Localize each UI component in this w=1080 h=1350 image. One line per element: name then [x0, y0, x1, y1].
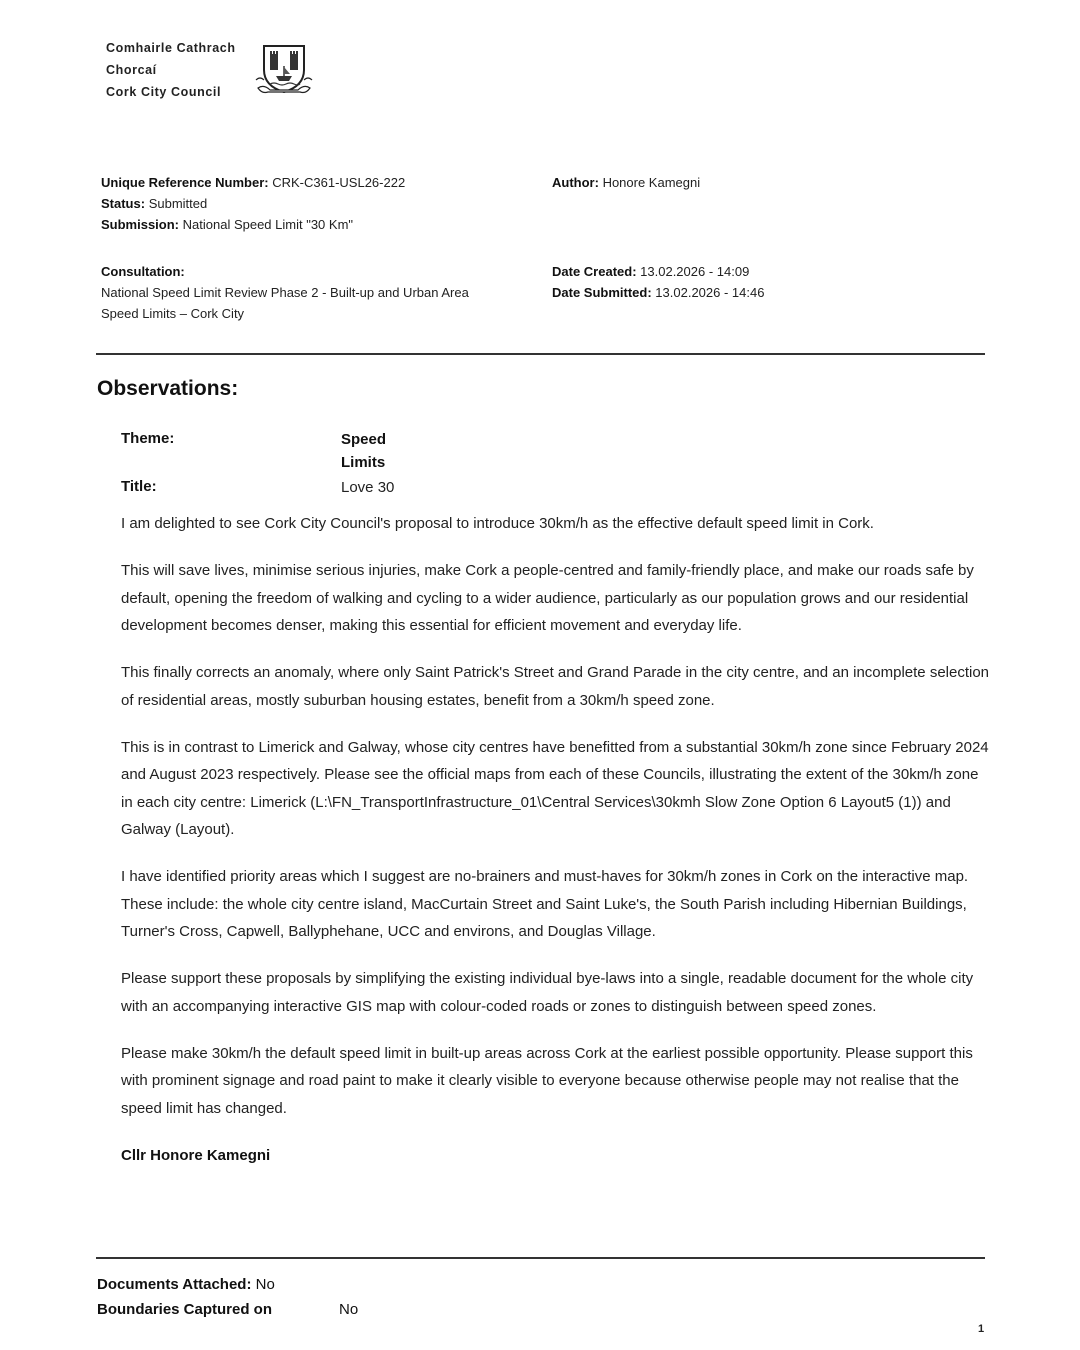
paragraph: This finally corrects an anomaly, where only Saint Patrick's Street and Grand Parade in the city centre, and an incomplete selection of residential areas, mostly suburban housing estates, benefit from a 30km/h speed zone.	[121, 664, 990, 709]
date-submitted-label: Date Submitted:	[552, 285, 652, 300]
paragraph: This will save lives, minimise serious injuries, make Cork a people-centred and family-friendly place, and make our roads safe by default, opening the freedom of walking and cycling to a wider audience, particularly as our population grows and our residential development becomes denser, making this essential for efficient movement and everyday life.	[121, 562, 974, 634]
author-value: Honore Kamegni	[602, 175, 701, 190]
theme-value-line1: Speed	[341, 431, 387, 448]
author-label: Author:	[552, 175, 599, 190]
city-crest-icon	[254, 40, 314, 100]
urn-value: CRK-C361-USL26-222	[272, 175, 406, 190]
paragraph: Please support these proposals by simplifying the existing individual bye-laws into a single, readable document for the whole city with an accompanying interactive GIS map with colour-coded roads or zones to distinguish between speed zones.	[121, 970, 974, 1015]
submission-label: Submission:	[101, 217, 180, 232]
consultation-value-line2: Speed Limits – Cork City	[101, 306, 245, 321]
urn-row	[101, 172, 405, 193]
consultation-label: Consultation:	[101, 264, 185, 279]
boundaries-captured-value: No	[339, 1301, 359, 1318]
observations-heading: Observations:	[97, 377, 239, 400]
theme-value	[341, 428, 411, 474]
signature: Cllr Honore Kamegni	[121, 1146, 271, 1164]
date-created-value: 13.02.2026 - 14:09	[640, 264, 750, 279]
status-label: Status:	[101, 196, 146, 211]
date-submitted-row	[552, 282, 764, 303]
divider	[96, 1257, 985, 1259]
divider	[96, 353, 985, 355]
status-value: Submitted	[148, 196, 208, 211]
consultation-value-line1: National Speed Limit Review Phase 2 - Built-up and Urban Area	[101, 285, 469, 300]
paragraph: I am delighted to see Cork City Council's proposal to introduce 30km/h as the effective default speed limit in Cork.	[121, 515, 874, 532]
boundaries-captured-label: Boundaries Captured on	[97, 1301, 273, 1318]
date-submitted-value: 13.02.2026 - 14:46	[655, 285, 765, 300]
dates-meta	[552, 261, 764, 303]
consultation-meta	[101, 261, 531, 324]
documents-attached-label: Documents Attached:	[97, 1276, 252, 1293]
date-created-row	[552, 261, 764, 282]
author-meta	[552, 172, 700, 193]
council-name-english: Cork City Council	[106, 85, 222, 99]
title-label: Title:	[121, 478, 157, 495]
paragraph: Please make 30km/h the default speed limit in built-up areas across Cork at the earliest possible opportunity. Please support this with prominent signage and road paint to make it clearly visible to everyone because otherwise people may not realise that the speed limit has changed.	[121, 1044, 973, 1117]
submission-row	[101, 214, 405, 235]
submission-meta	[101, 172, 405, 235]
observation-body	[121, 510, 991, 1189]
documents-attached-value: No	[255, 1276, 275, 1293]
urn-label: Unique Reference Number:	[101, 175, 269, 190]
paragraph: I have identified priority areas which I suggest are no-brainers and must-haves for 30km/h zones in Cork on the interactive map. These include: the whole city centre island, MacCurtain Street and Saint Luke's, the South Parish including Hibernian Buildings, Turner's Cross, Capwell, Ballyphehane, UCC and environs, and Douglas Village.	[121, 868, 969, 940]
council-name	[106, 37, 236, 103]
theme-label: Theme:	[121, 430, 175, 447]
title-value: Love 30	[341, 479, 395, 496]
council-name-irish-line1: Comhairle Cathrach	[106, 41, 236, 55]
page-number: 1	[978, 1323, 985, 1335]
date-created-label: Date Created:	[552, 264, 637, 279]
status-row	[101, 193, 405, 214]
paragraph: This is in contrast to Limerick and Galway, whose city centres have benefitted from a substantial 30km/h zone since February 2024 and August 2023 respectively. Please see the official maps from each of these Councils, illustrating the extent of the 30km/h zone in each city centre: Limerick (L:\FN_TransportInfrastructure_01\Central Services\30kmh Slow Zone Option 6 Layout5 (1)) and Galway (Layout).	[121, 738, 989, 838]
documents-attached	[97, 1276, 275, 1293]
theme-value-line2: Limits	[341, 454, 386, 471]
council-name-irish-line2: Chorcaí	[106, 63, 157, 77]
submission-value: National Speed Limit "30 Km"	[182, 217, 354, 232]
